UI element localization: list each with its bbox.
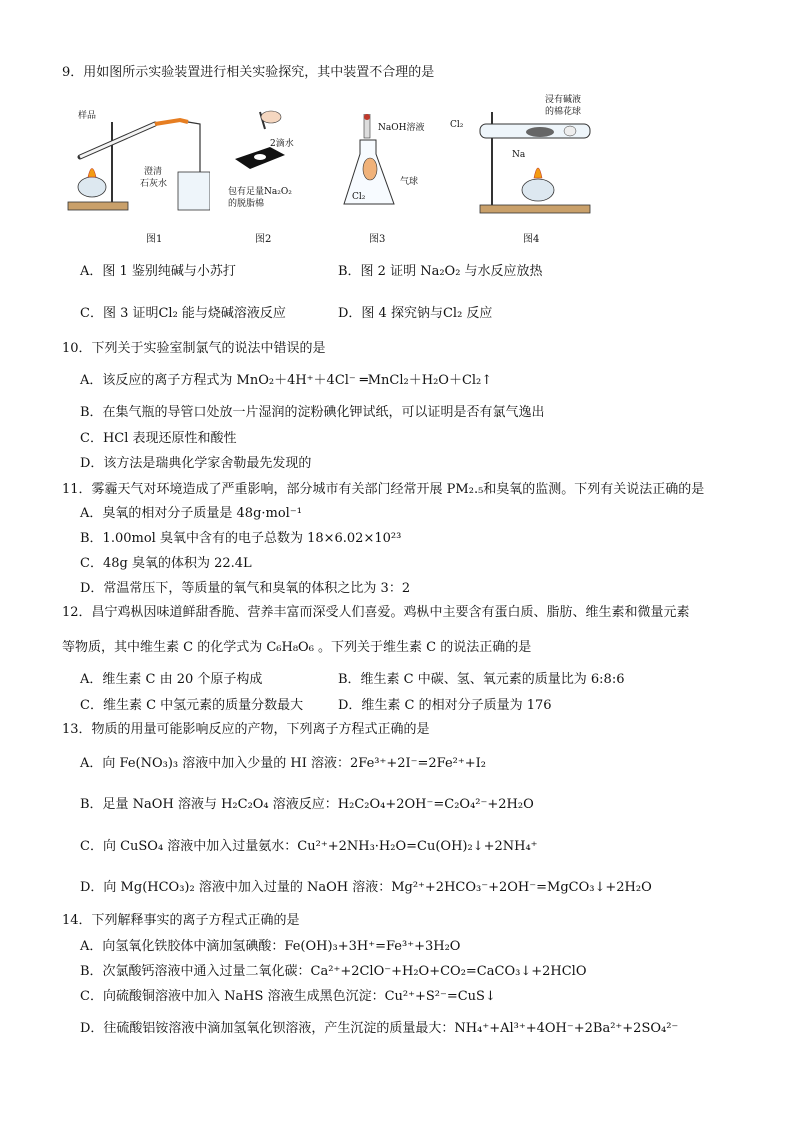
q13-option-c: C．向 CuSO₄ 溶液中加入过量氨水：Cu²⁺+2NH₃·H₂O=Cu(OH)₂↓+2NH₄⁺	[80, 839, 538, 854]
q9-option-a: A．图 1 鉴别纯碱与小苏打	[80, 264, 236, 279]
q12-stem-line-2: 等物质，其中维生素 C 的化学式为 C₆H₈O₆ 。下列关于维生素 C 的说法正确的是	[62, 640, 532, 655]
q14-stem: 14．下列解释事实的离子方程式正确的是	[62, 913, 300, 928]
q12-option-b: B．维生素 C 中碳、氢、氧元素的质量比为 6:8:6	[338, 672, 625, 687]
fig1-limewater-label-1: 澄清	[144, 167, 163, 177]
fig3-naoh-label: NaOH溶液	[378, 123, 425, 133]
fig1-sample-label: 样品	[78, 111, 97, 121]
q10-option-b: B．在集气瓶的导管口处放一片湿润的淀粉碘化钾试纸，可以证明是否有氯气逸出	[80, 405, 545, 420]
q9-stem: 9．用如图所示实验装置进行相关实验探究，其中装置不合理的是	[62, 65, 435, 80]
q9-figures	[60, 92, 600, 245]
q13-option-a: A．向 Fe(NO₃)₃ 溶液中加入少量的 HI 溶液：2Fe³⁺+2I⁻=2Fe²⁺+I₂	[80, 756, 486, 771]
q10-option-d: D．该方法是瑞典化学家舍勒最先发现的	[80, 456, 312, 471]
q12-option-a: A．维生素 C 由 20 个原子构成	[80, 672, 263, 687]
q14-option-b: B．次氯酸钙溶液中通入过量二氧化碳：Ca²⁺+2ClO⁻+H₂O+CO₂=CaCO₃↓+2HClO	[80, 964, 587, 979]
fig2-caption: 图2	[255, 234, 272, 245]
fig2-cotton-label-2: 的脱脂棉	[228, 199, 265, 209]
q11-option-c: C．48g 臭氧的体积为 22.4L	[80, 556, 252, 571]
figure-4-tube-sodium	[460, 102, 600, 217]
fig3-cl2-label: Cl₂	[352, 192, 366, 202]
q9-option-b: B．图 2 证明 Na₂O₂ 与水反应放热	[338, 264, 543, 279]
fig1-limewater-label-2: 石灰水	[140, 179, 168, 189]
fig2-cotton-label-1: 包有足量Na₂O₂	[228, 187, 292, 197]
q14-option-a: A．向氢氧化铁胶体中滴加氢碘酸：Fe(OH)₃+3H⁺=Fe³⁺+3H₂O	[80, 939, 461, 954]
q9-option-c: C．图 3 证明Cl₂ 能与烧碱溶液反应	[80, 306, 286, 321]
q12-option-d: D．维生素 C 的相对分子质量为 176	[338, 698, 552, 713]
q13-option-d: D．向 Mg(HCO₃)₂ 溶液中加入过量的 NaOH 溶液：Mg²⁺+2HCO₃⁻+2OH⁻=MgCO₃↓+2H₂O	[80, 880, 652, 895]
fig1-caption: 图1	[146, 234, 163, 245]
q12-stem-line-1: 12．昌宁鸡枞因味道鲜甜香脆、营养丰富而深受人们喜爱。鸡枞中主要含有蛋白质、脂肪、维生素和微量元素	[62, 605, 690, 620]
q13-stem: 13．物质的用量可能影响反应的产物，下列离子方程式正确的是	[62, 722, 430, 737]
fig4-cl2-label: Cl₂	[450, 120, 464, 130]
q10-stem: 10．下列关于实验室制氯气的说法中错误的是	[62, 341, 326, 356]
fig2-drops-label: 2滴水	[270, 139, 294, 149]
q9-option-d: D．图 4 探究钠与Cl₂ 反应	[338, 306, 493, 321]
fig4-ball-label-2: 的棉花球	[545, 107, 582, 117]
fig4-caption: 图4	[523, 234, 540, 245]
fig4-na-label: Na	[512, 150, 526, 160]
q11-option-d: D．常温常压下，等质量的氧气和臭氧的体积之比为 3：2	[80, 581, 411, 596]
q10-option-a: A．该反应的离子方程式为 MnO₂＋4H⁺＋4Cl⁻ ═MnCl₂＋H₂O＋Cl₂↑	[80, 373, 493, 388]
q14-option-c: C．向硫酸铜溶液中加入 NaHS 溶液生成黑色沉淀：Cu²⁺+S²⁻=CuS↓	[80, 989, 496, 1004]
q11-option-a: A．臭氧的相对分子质量是 48g·mol⁻¹	[80, 506, 302, 521]
fig4-ball-label-1: 浸有碱液	[545, 95, 582, 105]
q11-option-b: B．1.00mol 臭氧中含有的电子总数为 18×6.02×10²³	[80, 531, 402, 546]
q14-option-d: D．往硫酸铝铵溶液中滴加氢氧化钡溶液，产生沉淀的质量最大：NH₄⁺+Al³⁺+4OH⁻+2Ba²⁺+2SO₄²⁻	[80, 1021, 679, 1036]
fig3-caption: 图3	[369, 234, 386, 245]
q10-option-c: C．HCl 表现还原性和酸性	[80, 431, 237, 446]
fig3-balloon-label: 气球	[400, 177, 419, 187]
q12-option-c: C．维生素 C 中氢元素的质量分数最大	[80, 698, 304, 713]
q11-stem: 11．雾霾天气对环境造成了严重影响，部分城市有关部门经常开展 PM₂.₅和臭氧的监测。下列有关说法正确的是	[62, 482, 705, 497]
q13-option-b: B．足量 NaOH 溶液与 H₂C₂O₄ 溶液反应：H₂C₂O₄+2OH⁻=C₂O₄²⁻+2H₂O	[80, 797, 534, 812]
